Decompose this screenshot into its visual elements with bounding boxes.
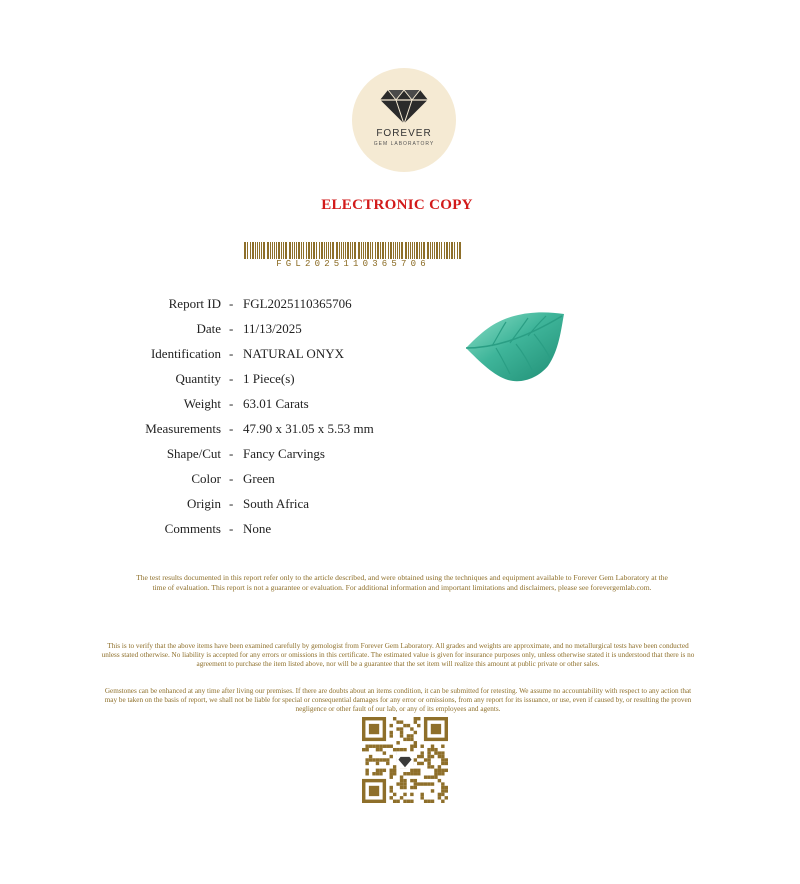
detail-label: Quantity xyxy=(175,371,221,386)
diamond-icon xyxy=(378,88,430,126)
detail-separator: - xyxy=(229,446,234,461)
detail-value: None xyxy=(243,521,272,536)
electronic-copy-heading: ELECTRONIC COPY xyxy=(321,197,473,213)
detail-label: Identification xyxy=(150,346,221,361)
detail-separator: - xyxy=(229,521,234,536)
detail-label: Shape/Cut xyxy=(166,446,221,461)
verification-notice: This is to verify that the above items have been examined carefully by gemologist from Forever Gem Laboratory. All grades and weights are approximate, and no metallurgical tests have been conducted unless stated otherwise. No liability is accepted for any errors or omissions in this certificate. The estimated value is given for insurance purposes only, unless otherwise stated it is understood that there is no agreement to purchase the item listed above, nor will be a guarantee that the set item will realize this amount at public private or other sales. xyxy=(101,642,695,669)
barcode-number: FGL2025110365706 xyxy=(276,259,430,269)
detail-label: Color xyxy=(191,471,221,486)
logo-name: FOREVER xyxy=(376,128,432,139)
detail-value: 63.01 Carats xyxy=(243,396,309,411)
detail-separator: - xyxy=(229,496,234,511)
detail-label: Weight xyxy=(183,396,221,411)
detail-value: 47.90 x 31.05 x 5.53 mm xyxy=(243,421,374,436)
detail-separator: - xyxy=(229,296,234,311)
detail-value: FGL2025110365706 xyxy=(243,296,352,311)
detail-label: Origin xyxy=(187,496,221,511)
detail-value: 11/13/2025 xyxy=(243,321,302,336)
detail-separator: - xyxy=(229,396,234,411)
enhancement-notice: Gemstones can be enhanced at any time after living our premises. If there are doubts about an items condition, it can be submitted for retesting. We assume no accountability with respect to any action that may be taken on the basis of report, we shall not be liable for special or consequential damages for any error or omissions, from any report for its issuance, or use, even if caused by, or resulting the proven negligence or other fault of our lab, or any of its employees and agents. xyxy=(104,687,692,714)
detail-separator: - xyxy=(229,346,234,361)
gemstone-photo xyxy=(462,310,568,384)
detail-label: Measurements xyxy=(145,421,221,436)
detail-label: Date xyxy=(196,321,221,336)
logo-subtitle: GEM LABORATORY xyxy=(373,141,435,147)
detail-value: Green xyxy=(243,471,275,486)
detail-value: Fancy Carvings xyxy=(243,446,325,461)
detail-label: Report ID xyxy=(168,296,221,311)
evaluation-disclaimer: The test results documented in this report refer only to the article described, and were obtained using the techniques and equipment available to Forever Gem Laboratory at the time of evaluation. This report is not a guarantee or evaluation. For additional information and important limitations and disclaimers, please see forevergemlab.com. xyxy=(136,573,668,593)
lab-logo xyxy=(352,68,456,172)
detail-separator: - xyxy=(229,421,234,436)
detail-separator: - xyxy=(229,371,234,386)
detail-value: 1 Piece(s) xyxy=(243,371,295,386)
detail-separator: - xyxy=(229,471,234,486)
qr-code xyxy=(362,717,448,803)
detail-value: South Africa xyxy=(243,496,310,511)
detail-label: Comments xyxy=(164,521,221,536)
detail-value: NATURAL ONYX xyxy=(243,346,344,361)
barcode xyxy=(244,242,462,259)
detail-separator: - xyxy=(229,321,234,336)
